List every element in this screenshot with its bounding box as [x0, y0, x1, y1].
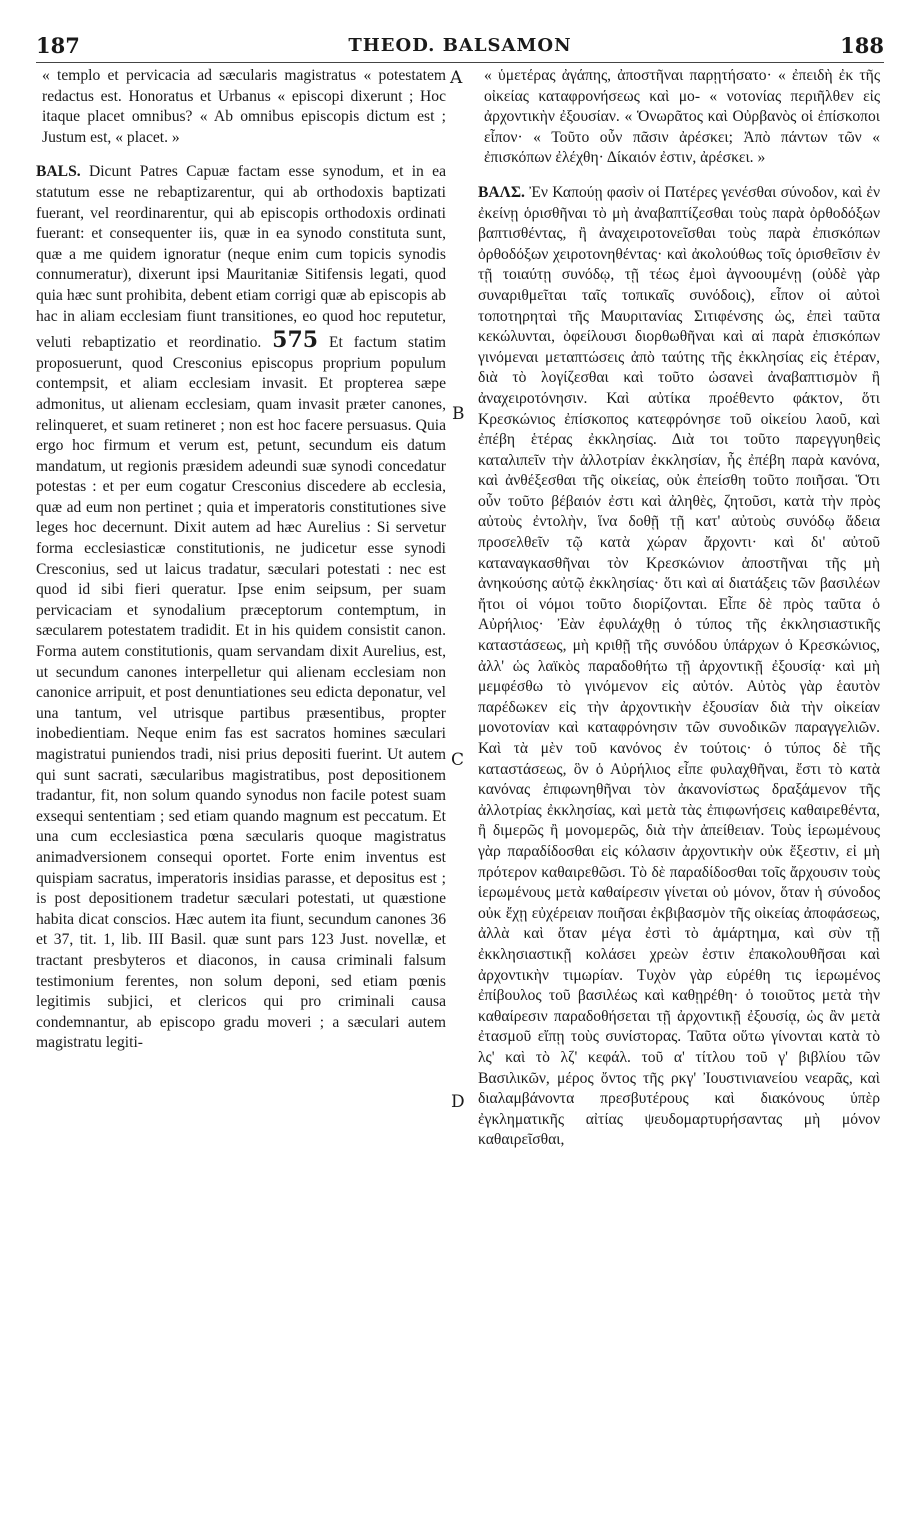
latin-canon-quote: « templo et pervicacia ad sæcularis magistratus « potestatem redactus est. Honoratus et Urbanus « episcopi dixerunt ; Hoc itaque placet omnibus? « Ab omnibus episcopis dictum est ; Justum est, « placet. »: [42, 67, 446, 146]
latin-lead: BALS.: [36, 163, 81, 181]
greek-commentary: [478, 183, 880, 1151]
paragraph-gap: [36, 148, 446, 162]
page-header: [36, 33, 884, 59]
margin-marker-a: A: [450, 68, 463, 88]
running-title: THEOD. BALSAMON: [348, 35, 572, 56]
column-number: 575: [272, 327, 319, 354]
greek-canon-quote: « ὑμετέρας ἀγάπης, ἀποστῆναι παρῃτήσατο· « ἐπειδὴ ἐκ τῆς οἰκείας καταφρονήσεως καὶ μο- « νοτονίας περιῆλθεν εἰς ἀρχοντικὴν ἐξουσίαν. « Ὁνωρᾶτος καὶ Οὐρβανὸς οἱ ἐπίσκοποι εἶπον· « Τοῦτο οὖν πᾶσιν ἀρέσκει; Ἀπὸ πάντων τῶν « ἐπισκόπων ἐλέχθη· Δίκαιόν ἐστιν, ἀρέσκει. »: [484, 67, 880, 167]
latin-body-b: Et factum statim proposuerunt, quod Cresconius episcopus proprium populum contempsit, et aliam ecclesiam invasit. Et propterea sæpe admonitus, ut alienam ecclesiam, quam invasit præter canones, relinqueret, et suam retineret ; non est hoc facere persuasus. Quia ergo hoc firmum et verum est, petunt, secundum eis datum mandatum, ut regionis præsidem adeundi suæ synodi concedatur potestas : et per eum cogatur Cresconius discedere ab ecclesia, quæ ad eum non pertinet ; quia et imperatoris constitutiones sive leges hoc decernunt. Dixit autem ad hæc Aurelius : Si servetur forma ecclesiasticæ constitutionis, ne judicetur esse synodi Cresconius, sed ut laicus tradatur, sæculari potestati : nec est quod id sibi fieri queratur. Ipse enim seipsum, per suam pervicaciam et synodalium præceptorum contemptum, in sæcularem potestatem tradidit. Et in his quidem consistit canon. Forma autem constitutionis, quam servandam dixit Aurelius, est, ut secundum canones interpelletur qui alienam ecclesiam non canonice arripuit, et post denuntiationes seu edicta deponatur, vel una tantum, vel utrisque partibus præsentibus, propter inobedientiam. Neque enim fas est sacratos homines sæculari magistratui puniendos tradi, nisi prius depositi fuerint. Ut autem qui sunt sacrati, sæcularibus magistratibus, post depositionem tradantur, fit, non solum quando synodus non facile potest suam exsequi sententiam ; sed etiam quando magnum est peccatum. Et una cum ecclesiastica pœna sæcularis quoque magistratus animadversionem consequi oportet. Forte enim inventus est quispiam sacratus, imperatoris insidias parasse, et depositus est ; is post depositionem tradetur sæculari potestati, ut quæstione habita dicat conscios. Hæc autem ita fiunt, secundum canones 36 et 37, tit. 1, lib. III Basil. quæ sunt pars 123 Just. novellæ, et tractant presbyteros et diaconos, in causa criminali falsum testimonium ferentes, non solum deponi, sed etiam pœnis legitimis subjici, et clericos qui pro criminali causa condemnantur, ab episcopo gradu moveri ; a sæculari autem magistratu legiti-: [36, 334, 446, 1052]
page-number-left: 187: [36, 33, 80, 58]
margin-marker-d: D: [451, 1092, 465, 1112]
latin-commentary: [36, 162, 446, 1054]
page-number-right: 188: [840, 33, 884, 58]
paragraph-gap: [478, 169, 880, 183]
latin-body-a: Dicunt Patres Capuæ factam esse synodum, et in ea statutum esse ne rebaptizarentur, qui ab orthodoxis baptizati fuerant, vel reordinarentur, qui ab episcopis orthodoxis ordinati fuerant: et consequenter iis, quæ in ea synodo constituta sunt, quæ a me quidem ignoratur (neque enim cum topicis synodis connumeratur), dixerunt ipsi Mauritaniæ Sitifensis legati, quod quia hæc sunt prohibita, debent etiam corrigi quæ ab episcopis ab hac in aliam ecclesiam fiunt transitiones, eo quod hoc reputetur, veluti rebaptizatio et reordinatio.: [36, 163, 446, 352]
greek-lead: ΒΑΛΣ.: [478, 183, 525, 201]
margin-marker-c: C: [451, 750, 465, 770]
greek-body: Ἐν Καπούῃ φασὶν οἱ Πατέρες γενέσθαι σύνοδον, καὶ ἐν ἐκείνῃ ὁρισθῆναι τὸ μὴ ἀναβαπτίζεσθαι τοὺς παρὰ ὀρθοδόξων βαπτισθέντας, ἢ ἀναχειροτονεῖσθαι τοὺς παρὰ ἐπισκόπων ὀρθοδόξων χειροτονηθέντας· καὶ ἀκολούθως τοῖς ὁρισθεῖσιν ἐν τῇ τοιαύτῃ συνόδῳ, τῇ τέως ἐμοὶ ἀγνοουμένῃ (οὐδὲ γὰρ συναριθμεῖται ταῖς τοπικαῖς συνόδοις), εἶπον οἱ αὐτοὶ τοποτηρηταὶ τῆς Μαυριτανίας Σιτιφένσης ὡς, ἐπεὶ ταῦτα κεκώλυνται, ὀφείλουσι διορθωθῆναι καὶ αἱ παρὰ ἐπισκόπων γινόμεναι μεταπτώσεις ἀπὸ ταύτης τῆς ἐκκλησίας εἰς ἑτέραν, διὰ τὸ λογίζεσθαι καὶ τοῦτο ὡσανεὶ ἀναβαπτισμὸν ἢ ἀναχειροτόνησιν. Καὶ αὐτίκα προέθεντο φάκτον, ὅτι Κρεσκώνιος ἐπίσκοπος κατεφρόνησε τοῦ οἰκείου λαοῦ, καὶ ἐπέβη ἑτέρας ἐκκλησίας. Διὰ τοι τοῦτο παρεγγυηθεὶς καταλιπεῖν τὴν ἀλλοτρίαν ἐκκλησίαν, ἧς ἐπέβη παρὰ κανόνα, καὶ ἀνθέξεσθαι τῆς οἰκείας, οὐκ ἐπείσθη τοῦτο ποιῆσαι. Ὅτι οὖν τοῦτο βέβαιόν ἐστι καὶ ἀληθὲς, ζητοῦσι, κατὰ τὴν πρὸς αὐτοὺς ἐντολὴν, ἵνα δοθῇ τῇ κατ' αὐτοὺς συνόδῳ ἄδεια προσελθεῖν τῷ κατὰ χώραν ἄρχοντι· καὶ δι' αὐτοῦ καταναγκασθῆναι τὸν Κρεσκώνιον ἀποστῆναι τῆς μὴ ἀνηκούσης αὐτῷ ἐκκλησίας· ὅτι καὶ αἱ διατάξεις τῶν βασιλέων ἤτοι οἱ νόμοι τοῦτο διορίζονται. Εἶπε δὲ πρὸς ταῦτα ὁ Αὐρήλιος· Ἐὰν ἐφυλάχθῃ ὁ τύπος τῆς ἐκκλησιαστικῆς καταστάσεως, μὴ κριθῇ τῆς συνόδου ὑπάρχων ὁ Κρεσκώνιος, ἀλλ' ὡς λαϊκὸς παραδοθήτω τῇ ἀρχοντικῇ ἐξουσίᾳ· καὶ μὴ μεμφέσθω τὸ γινόμενον εἰς αὐτόν. Αὐτὸς γὰρ ἑαυτὸν παρέδωκεν εἰς τὴν ἀρχοντικὴν ἐξουσίαν διὰ τὴν οἰκείαν μονοτονίαν καὶ καταφρόνησιν τῶν συνοδικῶν παραγγελιῶν. Καὶ τὰ μὲν τοῦ κανόνος ἐν τούτοις· ὁ τύπος δὲ τῆς καταστάσεως, ὃν ὁ Αὐρήλιος εἶπε φυλαχθῆναι, ἔστι τὸ κατὰ κανόνας ἐπιφωνηθῆναι τὸν ἀκανονίστως δραξάμενον τῆς ἀλλοτρίας ἐκκλησίας, καὶ μετὰ τὰς ἐπιφωνήσεις καθαιρεθέντα, ἢ διμερῶς ἢ μονομερῶς, διὰ τὴν ἀπείθειαν. Τοὺς ἱερωμένους γὰρ παραδίδοσθαι εἰς κόλασιν ἀρχοντικὴν οὐκ ἔξεστιν, εἰ μὴ πρότερον καθαιρεθῶσι. Τὸ δὲ παραδίδοσθαι τοῖς ἄρχουσιν τοὺς ἱερωμένους μετὰ καθαίρεσιν γίνεται οὐ μόνον, ὅταν ἡ σύνοδος οὐκ ἔχῃ εὐχέρειαν ποιῆσαι ἐκβιβασμὸν τῆς οἰκείας ἀποφάσεως, ἀλλὰ καὶ ὅταν μέγα ἐστὶ τὸ ἁμάρτημα, καὶ σὺν τῇ ἐκκλησιαστικῇ κολάσει χρεὼν ἐστιν ἐπακολουθῆσαι καὶ ἀρχοντικὴν τιμωρίαν. Τυχὸν γὰρ εὑρέθη τις ἱερωμένος ἐπίβουλος τοῦ βασιλέως καὶ καθῃρέθη· ὁ τοιοῦτος μετὰ τὴν καθαίρεσιν παραδοθήσεται τῇ ἀρχοντικῇ ἐξουσίᾳ, ὡς ἂν μετὰ ἐτασμοῦ εἴπῃ τοὺς συνίστορας. Ταῦτα οὕτω γίνονται κατὰ τὸ λς' καὶ τὸ λζ' κεφάλ. τοῦ α' τίτλου τοῦ γ' βιβλίου τῶν Βασιλικῶν, μέρος ὄντος τῆς ρκγ' Ἰουστινιανείου νεαρᾶς, καὶ διαλαμβάνοντα πρεσβυτέρους καὶ διακόνους ὑπὲρ ἐγκληματικῆς αἰτίας ψευδομαρτυρήσαντας μὴ μόνον καθαιρεῖσθαι,: [478, 183, 880, 1149]
header-rule: [36, 62, 884, 63]
margin-marker-b: B: [452, 404, 465, 424]
latin-column: [36, 66, 446, 1054]
greek-column: [478, 66, 880, 1151]
